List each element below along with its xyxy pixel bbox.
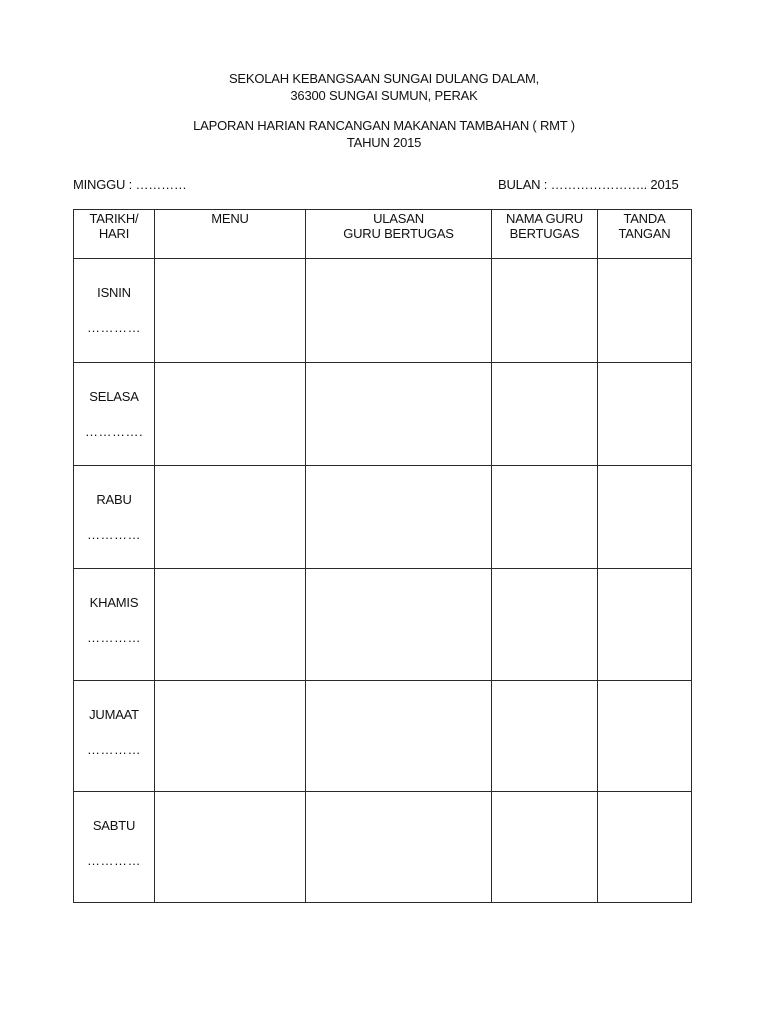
column-header-date-day: TARIKH/ HARI: [74, 210, 155, 259]
day-name: KHAMIS: [89, 595, 139, 610]
day-name: ISNIN: [97, 285, 131, 300]
teacher-name-cell[interactable]: [492, 363, 598, 466]
review-cell[interactable]: [306, 681, 492, 792]
month-field: BULAN : ………………….. 2015: [498, 177, 679, 192]
menu-cell[interactable]: [155, 681, 306, 792]
table-row: [74, 569, 692, 681]
day-date-blank: …………: [87, 527, 141, 542]
signature-cell[interactable]: [598, 681, 692, 792]
school-name: SEKOLAH KEBANGSAAN SUNGAI DULANG DALAM,: [228, 71, 540, 86]
report-title: LAPORAN HARIAN RANCANGAN MAKANAN TAMBAHAN ( RMT ): [193, 118, 575, 133]
menu-cell[interactable]: [155, 569, 306, 681]
teacher-name-cell[interactable]: [492, 681, 598, 792]
report-year: TAHUN 2015: [346, 135, 422, 150]
day-cell: [74, 569, 155, 681]
day-date-blank: …………: [87, 630, 141, 645]
day-date-blank: ………….: [84, 424, 144, 439]
day-cell: [74, 363, 155, 466]
signature-cell[interactable]: [598, 792, 692, 903]
signature-cell[interactable]: [598, 569, 692, 681]
day-name: RABU: [96, 492, 132, 507]
teacher-name-cell[interactable]: [492, 466, 598, 569]
menu-cell[interactable]: [155, 792, 306, 903]
teacher-name-cell[interactable]: [492, 569, 598, 681]
table-header-row: [74, 210, 692, 259]
day-cell: [74, 259, 155, 363]
review-cell[interactable]: [306, 259, 492, 363]
review-cell[interactable]: [306, 466, 492, 569]
table-row: [74, 363, 692, 466]
teacher-name-cell[interactable]: [492, 792, 598, 903]
menu-cell[interactable]: [155, 259, 306, 363]
day-date-blank: …………: [87, 742, 141, 757]
column-header-review: ULASAN GURU BERTUGAS: [306, 210, 492, 259]
day-cell: [74, 466, 155, 569]
review-cell[interactable]: [306, 792, 492, 903]
day-name: SELASA: [89, 389, 139, 404]
review-cell[interactable]: [306, 363, 492, 466]
report-heading: [0, 117, 768, 151]
signature-cell[interactable]: [598, 363, 692, 466]
day-date-blank: …………: [87, 853, 141, 868]
table-row: [74, 466, 692, 569]
table-row: [74, 681, 692, 792]
day-cell: [74, 681, 155, 792]
column-header-teacher-name: NAMA GURU BERTUGAS: [492, 210, 598, 259]
day-date-blank: …………: [87, 320, 141, 335]
day-cell: [74, 792, 155, 903]
daily-report-table: [73, 209, 692, 903]
teacher-name-cell[interactable]: [492, 259, 598, 363]
school-address: 36300 SUNGAI SUMUN, PERAK: [290, 88, 478, 103]
week-field: MINGGU : …………: [73, 177, 187, 192]
table-row: [74, 792, 692, 903]
column-header-menu: MENU: [155, 210, 306, 259]
column-header-signature: TANDA TANGAN: [598, 210, 692, 259]
signature-cell[interactable]: [598, 259, 692, 363]
day-name: SABTU: [92, 818, 136, 833]
menu-cell[interactable]: [155, 363, 306, 466]
school-heading: [0, 70, 768, 104]
menu-cell[interactable]: [155, 466, 306, 569]
review-cell[interactable]: [306, 569, 492, 681]
signature-cell[interactable]: [598, 466, 692, 569]
table-row: [74, 259, 692, 363]
day-name: JUMAAT: [89, 707, 139, 722]
